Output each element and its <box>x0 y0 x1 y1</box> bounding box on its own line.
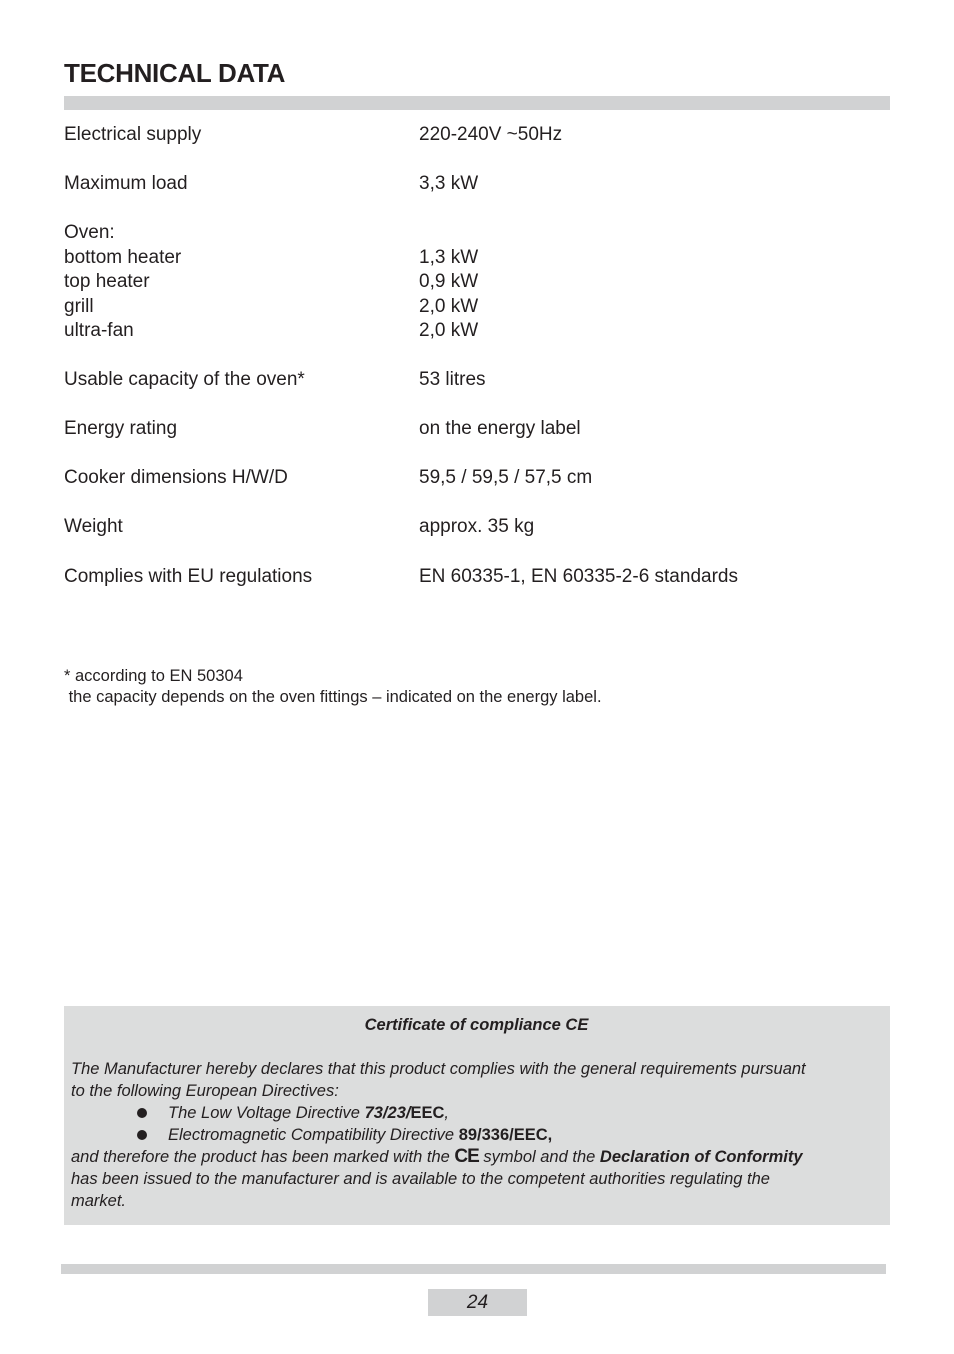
spec-label: Energy rating <box>64 418 178 439</box>
spec-value: approx. 35 kg <box>419 516 535 537</box>
spec-label: Weight <box>64 516 123 537</box>
spec-value: 2,0 kW <box>419 295 479 317</box>
footnote-line: * according to EN 50304 <box>64 667 243 685</box>
directive-code: 73/23/ <box>364 1104 411 1122</box>
spec-row-top-heater <box>64 270 479 295</box>
header-rule <box>64 96 890 110</box>
certificate-box <box>64 1006 890 1225</box>
page-title: TECHNICAL DATA <box>64 58 286 88</box>
intro-line: The Manufacturer hereby declares that this product complies with the general requirements pursuant <box>71 1060 806 1078</box>
certificate-title: Certificate of compliance CE <box>364 1016 589 1034</box>
bullet-icon <box>137 1108 147 1118</box>
directive-item <box>71 1124 882 1146</box>
spec-label: bottom heater <box>64 246 182 268</box>
spec-row-dimensions <box>64 466 593 491</box>
directive-code: EEC <box>410 1104 445 1122</box>
spec-row-oven-heading <box>64 221 115 246</box>
spec-label: Cooker dimensions H/W/D <box>64 467 288 488</box>
directive-item <box>71 1102 882 1124</box>
spec-label: top heater <box>64 271 150 292</box>
spec-row-capacity <box>64 368 486 393</box>
spec-row-max-load <box>64 172 479 197</box>
footer-rule <box>61 1264 886 1274</box>
closing-text: and therefore the product has been marked with the <box>71 1148 455 1166</box>
spec-value: 2,0 kW <box>419 320 479 341</box>
spec-row-complies <box>64 565 738 590</box>
closing-line: has been issued to the manufacturer and is available to the competent authorities regulating the <box>71 1170 770 1188</box>
spec-row-electrical <box>64 123 563 148</box>
page-number: 24 <box>428 1289 527 1316</box>
spec-value: 220-240V ~50Hz <box>419 124 563 145</box>
footnote-line: the capacity depends on the oven fittings – indicated on the energy label. <box>64 688 602 706</box>
spec-label: grill <box>64 295 94 317</box>
spec-value: EN 60335-1, EN 60335-2-6 standards <box>419 566 738 587</box>
bullet-icon <box>137 1130 147 1140</box>
spec-row-weight <box>64 515 535 540</box>
ce-mark-icon: CE <box>454 1146 479 1167</box>
spec-label: Usable capacity of the oven* <box>64 369 305 390</box>
certificate-closing <box>71 1146 882 1212</box>
intro-line: to the following European Directives: <box>71 1082 339 1100</box>
closing-line: market. <box>71 1192 127 1210</box>
declaration-of-conformity: Declaration of Conformity <box>599 1148 803 1166</box>
closing-line <box>71 1146 882 1168</box>
spec-row-grill <box>64 295 479 320</box>
directive-text: The Low Voltage Directive <box>168 1104 365 1122</box>
spec-value: 0,9 kW <box>419 271 479 292</box>
closing-text: symbol and the <box>478 1148 600 1166</box>
spec-value: 59,5 / 59,5 / 57,5 cm <box>419 467 593 488</box>
spec-row-ultra-fan <box>64 319 479 344</box>
spec-label: Electrical supply <box>64 124 202 145</box>
spec-row-energy <box>64 417 581 442</box>
directive-end: , <box>444 1104 449 1122</box>
spec-label: Oven: <box>64 222 115 243</box>
spec-label: ultra-fan <box>64 320 134 341</box>
directive-text: Electromagnetic Compatibility Directive <box>168 1126 459 1144</box>
footnotes <box>64 666 602 708</box>
spec-value: 3,3 kW <box>419 173 479 194</box>
spec-row-bottom-heater <box>64 246 479 271</box>
spec-value: 1,3 kW <box>419 246 479 268</box>
certificate-intro <box>71 1058 882 1102</box>
spec-value: 53 litres <box>419 369 486 390</box>
spec-value: on the energy label <box>419 418 581 439</box>
spec-label: Maximum load <box>64 173 188 194</box>
spec-label: Complies with EU regulations <box>64 566 313 587</box>
directive-code: 89/336/EEC, <box>458 1126 553 1144</box>
